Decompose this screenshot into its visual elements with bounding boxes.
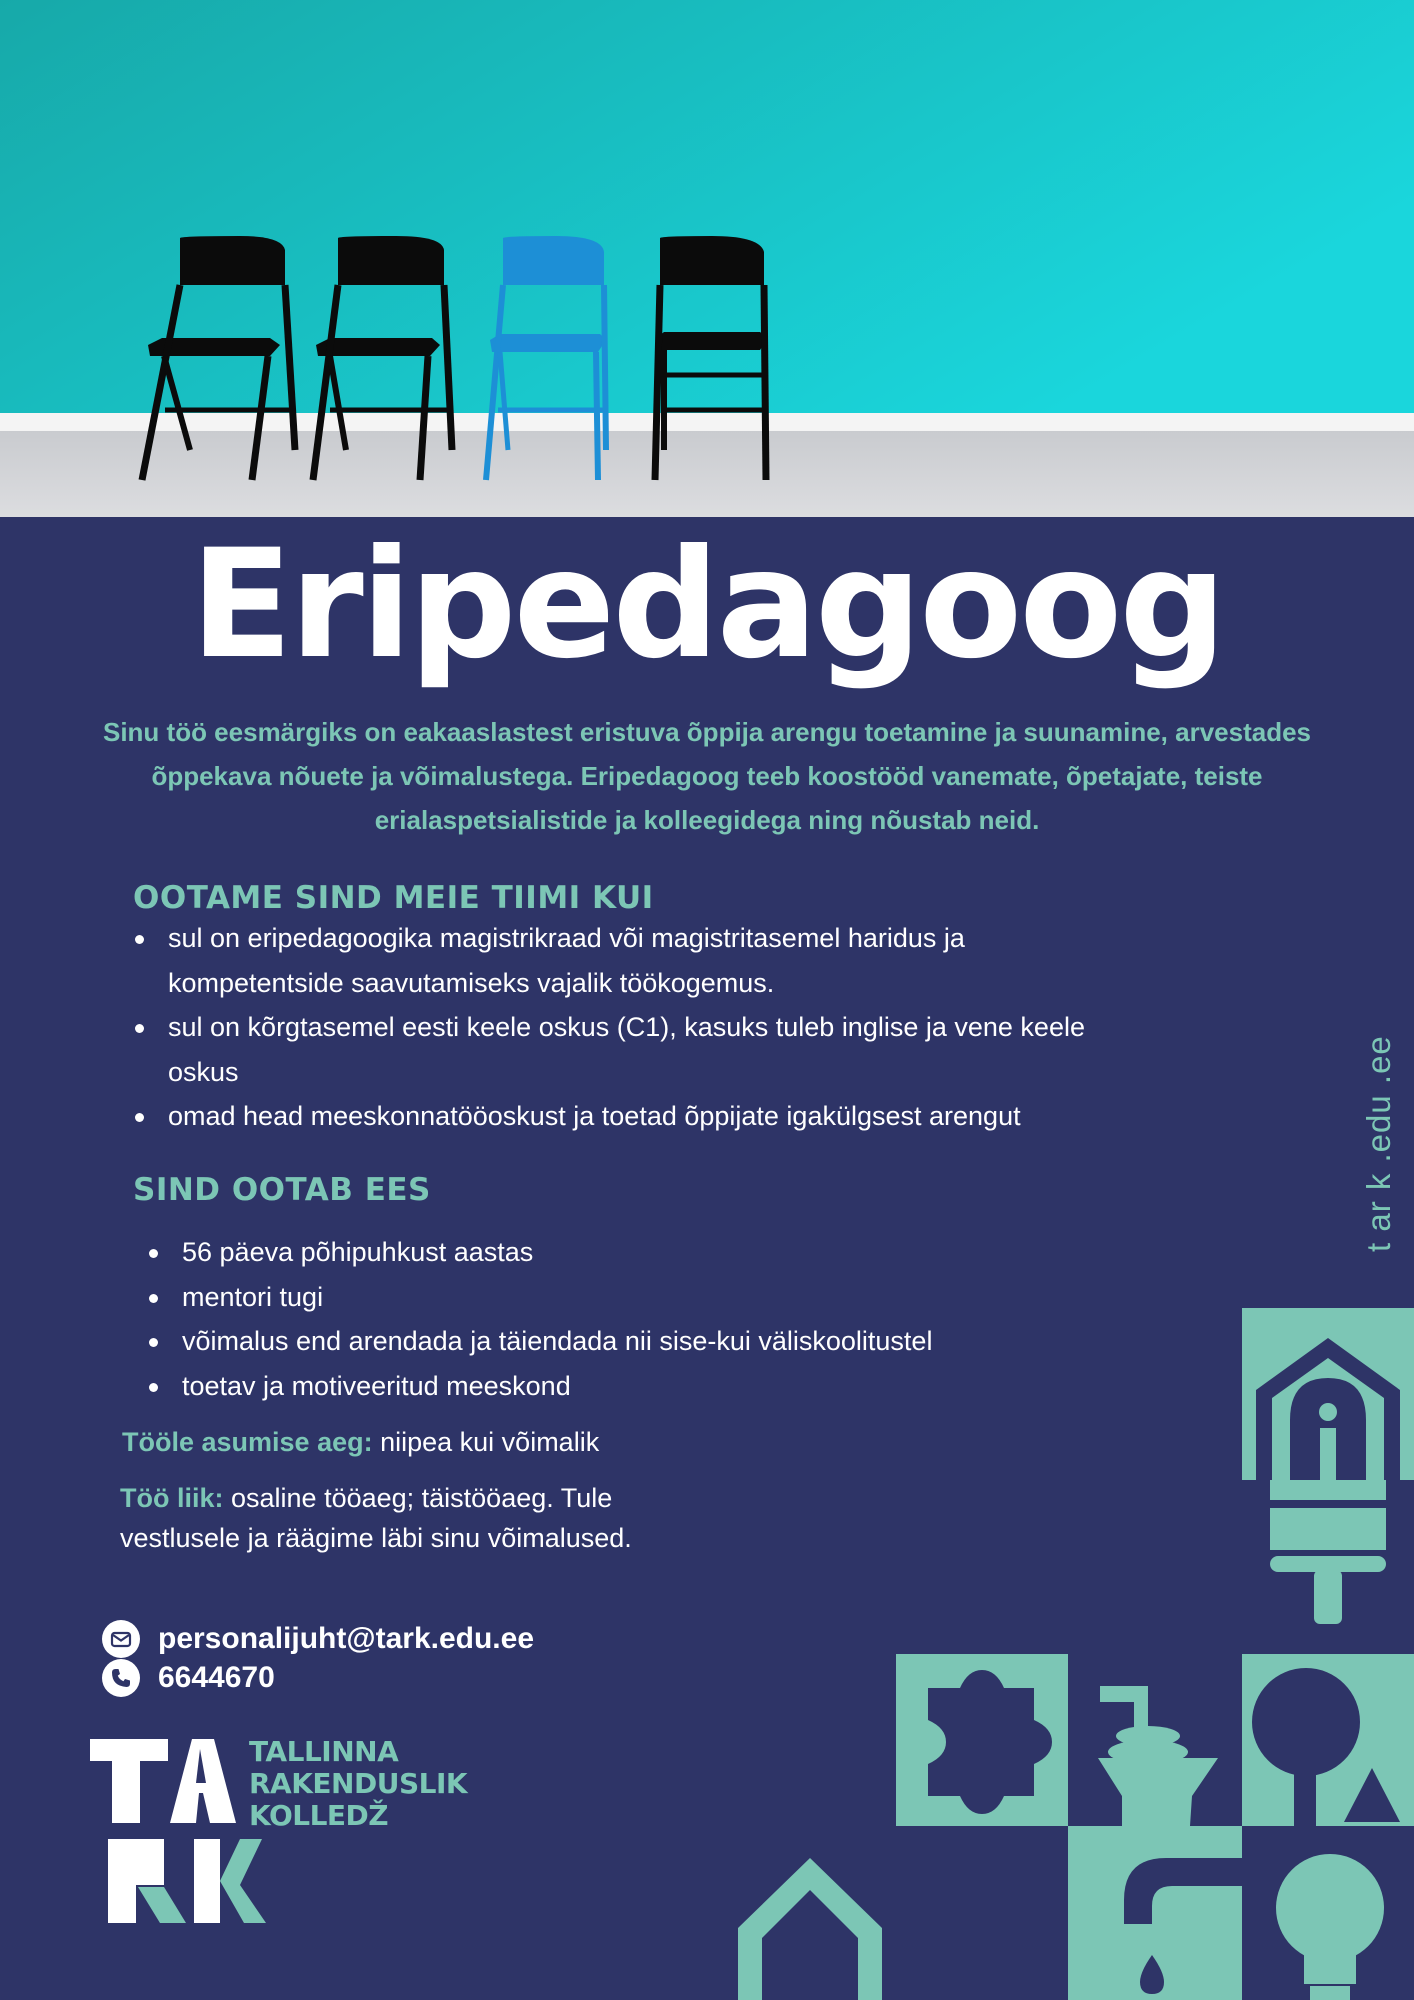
logo-letter-t [90, 1739, 168, 1823]
requirements-heading: OOTAME SIND MEIE TIIMI KUI [133, 880, 654, 916]
puzzle-icon [896, 1654, 1068, 1826]
paintbrush-icon [1270, 1480, 1386, 1624]
soap-dispenser-icon [1098, 1686, 1218, 1826]
logo-letter-a [170, 1739, 236, 1823]
offer-heading: SIND OOTAB EES [133, 1172, 431, 1208]
requirements-list [133, 916, 1093, 1139]
faucet-icon [1068, 1826, 1242, 2000]
college-name-line: KOLLEDŽ [249, 1799, 389, 1832]
list-item: mentori tugi [147, 1275, 1047, 1320]
lightbulb-icon [1276, 1854, 1384, 2000]
college-name [249, 1736, 467, 1832]
start-time-label: Tööle asumise aeg: [122, 1427, 373, 1457]
contact-email[interactable] [102, 1619, 534, 1659]
list-item: sul on eripedagoogika magistrikraad või magistritasemel haridus ja kompetentside saavutamiseks vajalik töökogemus. [133, 916, 1093, 1005]
website-url[interactable]: t ar k .edu .ee [1360, 1035, 1397, 1252]
phone-icon [102, 1659, 140, 1697]
email-link[interactable]: personalijuht@tark.edu.ee [158, 1622, 535, 1655]
offer-list [147, 1230, 1047, 1408]
page-title: Eripedagoog [190, 518, 1224, 692]
list-item: 56 päeva põhipuhkust aastas [147, 1230, 1047, 1275]
list-item: toetav ja motiveeritud meeskond [147, 1364, 1047, 1409]
intro-text: Sinu töö eesmärgiks on eakaaslastest eristuva õppija arengu toetamine ja suunamine, arvestades õppekava nõuete ja võimalustega. Eripedagoog teeb koostööd vanemate, õpetajate, teiste erialaspetsialistide ja kolleegidega ning nõustab neid. [102, 717, 1311, 835]
tree-icon [1242, 1654, 1414, 1826]
hero-photo [0, 0, 1414, 517]
work-type-label: Töö liik: [120, 1483, 224, 1513]
start-time [122, 1422, 599, 1462]
list-item: võimalus end arendada ja täiendada nii sise-kui väliskoolitustel [147, 1319, 1047, 1364]
logo-letter-r [108, 1839, 186, 1923]
college-name-line: RAKENDUSLIK [249, 1767, 468, 1800]
contact-phone[interactable] [102, 1658, 275, 1698]
house-outline-icon [738, 1858, 882, 2000]
list-item: sul on kõrgtasemel eesti keele oskus (C1), kasuks tuleb inglise ja vene keele oskus [133, 1005, 1093, 1094]
house-icon [1242, 1308, 1414, 1480]
logo-letter-k [194, 1839, 266, 1923]
email-icon [102, 1620, 140, 1658]
start-time-value: niipea kui võimalik [372, 1427, 600, 1457]
work-type [120, 1478, 640, 1558]
college-name-line: TALLINNA [249, 1735, 399, 1768]
phone-number[interactable]: 6644670 [158, 1661, 275, 1694]
list-item: omad head meeskonnatööoskust ja toetad õppijate igakülgsest arengut [133, 1094, 1093, 1139]
work-type-value: osaline tööaeg; täistööaeg. Tule vestlusele ja räägime läbi sinu võimalused. [120, 1483, 632, 1553]
